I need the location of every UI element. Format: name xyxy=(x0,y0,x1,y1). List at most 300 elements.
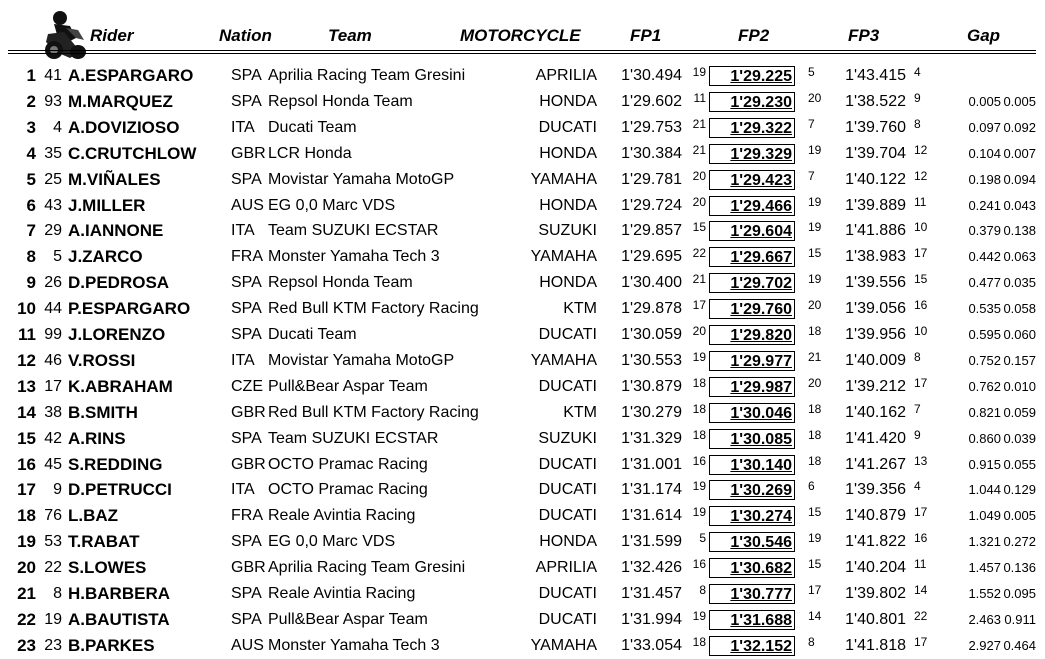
rider-number: 23 xyxy=(44,636,62,654)
position: 5 xyxy=(26,169,36,189)
rider-name: D.PEDROSA xyxy=(68,273,170,293)
fp3-lap: 4 xyxy=(914,479,921,494)
table-row xyxy=(0,167,1045,193)
fp1-lap: 17 xyxy=(692,298,706,313)
table-row xyxy=(0,63,1045,89)
nation: GBR xyxy=(231,403,266,421)
gap-to-first: 1.044 xyxy=(968,482,1001,498)
gap-to-previous: 0.010 xyxy=(1003,378,1036,394)
table-row xyxy=(0,89,1045,115)
fp3-lap: 7 xyxy=(914,401,921,416)
gap-to-first: 0.762 xyxy=(968,378,1001,394)
nation: ITA xyxy=(231,481,255,499)
rider-name: V.ROSSI xyxy=(68,350,136,370)
rider-number: 26 xyxy=(44,274,62,292)
rider-name: S.LOWES xyxy=(68,558,147,578)
fp2-best-time: 1'29.604 xyxy=(709,221,795,241)
fp3-time: 1'39.356 xyxy=(845,481,906,499)
nation: ITA xyxy=(231,118,255,136)
position: 17 xyxy=(17,480,36,500)
team-name: Red Bull KTM Factory Racing xyxy=(268,300,479,318)
fp1-lap: 15 xyxy=(692,220,706,235)
fp2-best-time: 1'32.152 xyxy=(709,636,795,656)
fp3-time: 1'40.879 xyxy=(845,507,906,525)
gap-to-first: 0.535 xyxy=(968,301,1001,317)
gap-to-first: 0.442 xyxy=(968,249,1001,265)
fp2-best-time: 1'30.682 xyxy=(709,558,795,578)
rider-number: 17 xyxy=(44,377,62,395)
gap-to-previous: 0.043 xyxy=(1003,197,1036,213)
header-fp3: FP3 xyxy=(848,26,880,45)
nation: GBR xyxy=(231,455,266,473)
motorcycle: DUCATI xyxy=(538,377,597,395)
gap-to-first: 0.379 xyxy=(968,223,1001,239)
fp3-lap: 22 xyxy=(914,608,928,623)
gap-to-first: 0.198 xyxy=(968,171,1001,187)
fp2-lap: 20 xyxy=(808,375,822,390)
fp2-lap: 5 xyxy=(808,65,815,79)
gap-to-previous: 0.157 xyxy=(1003,352,1036,368)
fp3-time: 1'39.556 xyxy=(845,274,906,292)
position: 11 xyxy=(18,325,36,344)
fp2-best-time: 1'29.987 xyxy=(709,377,795,397)
gap-to-previous: 0.092 xyxy=(1003,119,1036,135)
gap-to-previous: 0.055 xyxy=(1003,456,1036,472)
gap-to-previous: 0.060 xyxy=(1003,327,1036,342)
motorcycle: HONDA xyxy=(539,274,597,292)
team-name: Pull&Bear Aspar Team xyxy=(268,377,428,395)
fp1-lap: 8 xyxy=(699,583,706,597)
table-row xyxy=(0,426,1045,452)
team-name: EG 0,0 Marc VDS xyxy=(268,196,396,214)
fp1-lap: 19 xyxy=(692,608,706,623)
header-fp1: FP1 xyxy=(630,26,662,45)
gap-to-first: 0.241 xyxy=(968,197,1001,213)
fp3-lap: 9 xyxy=(914,427,921,442)
fp1-time: 1'31.994 xyxy=(621,610,682,628)
gap-to-previous: 0.035 xyxy=(1003,275,1036,291)
position: 23 xyxy=(17,635,36,655)
gap-to-previous: 0.129 xyxy=(1003,482,1036,498)
fp3-lap: 14 xyxy=(914,583,928,597)
rider-name: B.SMITH xyxy=(68,402,138,422)
gap-to-first: 1.552 xyxy=(968,586,1001,601)
fp1-time: 1'31.599 xyxy=(621,533,682,551)
gap-to-first: 0.752 xyxy=(968,352,1001,368)
table-row xyxy=(0,555,1045,581)
fp1-time: 1'30.553 xyxy=(621,351,682,369)
fp1-time: 1'29.878 xyxy=(621,300,682,318)
team-name: Red Bull KTM Factory Racing xyxy=(268,403,479,421)
motorcycle: SUZUKI xyxy=(538,429,597,447)
position: 16 xyxy=(17,454,36,474)
motorcycle: HONDA xyxy=(539,196,597,214)
rider-name: J.ZARCO xyxy=(68,247,143,267)
fp1-time: 1'32.426 xyxy=(621,559,682,577)
fp3-lap: 9 xyxy=(914,90,921,105)
rider-name: K.ABRAHAM xyxy=(68,376,173,396)
position: 3 xyxy=(26,117,36,137)
fp2-lap: 18 xyxy=(808,427,822,442)
fp3-time: 1'38.983 xyxy=(845,248,906,266)
fp3-time: 1'39.704 xyxy=(845,144,906,162)
fp2-lap: 15 xyxy=(808,505,822,520)
team-name: Pull&Bear Aspar Team xyxy=(268,610,428,628)
nation: GBR xyxy=(231,144,266,162)
rider-name: A.IANNONE xyxy=(68,221,164,241)
fp3-lap: 10 xyxy=(914,324,928,338)
team-name: Ducati Team xyxy=(268,326,357,343)
motorcycle: HONDA xyxy=(539,92,597,110)
fp3-time: 1'39.956 xyxy=(845,326,906,343)
rider-number: 43 xyxy=(44,196,62,214)
fp2-lap: 18 xyxy=(808,401,822,416)
fp3-lap: 12 xyxy=(914,168,928,183)
fp2-best-time: 1'30.085 xyxy=(709,429,795,449)
gap-to-previous: 0.138 xyxy=(1003,223,1036,239)
table-row xyxy=(0,193,1045,219)
fp3-time: 1'38.522 xyxy=(845,92,906,110)
fp3-time: 1'41.267 xyxy=(845,455,906,473)
fp2-lap: 21 xyxy=(808,349,822,364)
position: 6 xyxy=(26,195,36,215)
fp3-lap: 4 xyxy=(914,65,921,79)
nation: AUS xyxy=(231,196,264,214)
fp3-time: 1'40.801 xyxy=(845,610,906,628)
fp3-time: 1'41.818 xyxy=(845,636,906,654)
gap-to-first: 0.860 xyxy=(968,430,1001,446)
table-row xyxy=(0,529,1045,555)
fp2-lap: 20 xyxy=(808,90,822,105)
rider-number: 29 xyxy=(44,222,62,240)
nation: SPA xyxy=(231,326,262,343)
fp2-best-time: 1'30.546 xyxy=(709,532,795,552)
gap-to-first: 1.457 xyxy=(968,560,1001,576)
rider-number: 93 xyxy=(44,92,62,110)
fp1-lap: 20 xyxy=(692,324,706,338)
fp3-lap: 11 xyxy=(914,194,927,209)
fp2-best-time: 1'30.140 xyxy=(709,455,795,475)
fp1-lap: 20 xyxy=(692,168,706,183)
fp3-time: 1'40.122 xyxy=(845,170,906,188)
fp3-lap: 16 xyxy=(914,531,928,546)
team-name: Monster Yamaha Tech 3 xyxy=(268,248,440,266)
fp3-lap: 8 xyxy=(914,349,921,364)
fp2-best-time: 1'29.466 xyxy=(709,196,795,216)
table-row xyxy=(0,218,1045,244)
rider-name: B.PARKES xyxy=(68,635,155,655)
gap-to-first: 0.097 xyxy=(968,119,1001,135)
nation: SPA xyxy=(231,274,262,292)
motorcycle: DUCATI xyxy=(538,118,597,136)
fp3-time: 1'39.212 xyxy=(845,377,906,395)
fp1-time: 1'29.602 xyxy=(621,92,682,110)
nation: FRA xyxy=(231,507,263,525)
fp2-lap: 6 xyxy=(808,479,815,494)
fp1-time: 1'31.457 xyxy=(621,585,682,602)
fp1-lap: 16 xyxy=(692,557,706,572)
gap-to-previous: 0.464 xyxy=(1003,637,1036,653)
table-row xyxy=(0,452,1045,478)
rider-number: 99 xyxy=(44,326,62,343)
fp2-best-time: 1'29.702 xyxy=(709,273,795,293)
rider-name: A.RINS xyxy=(68,428,126,448)
header-nation: Nation xyxy=(219,26,272,45)
gap-to-previous: 0.095 xyxy=(1003,586,1036,601)
fp1-lap: 19 xyxy=(692,505,706,520)
motorcycle: HONDA xyxy=(539,144,597,162)
motorcycle: DUCATI xyxy=(538,585,597,602)
fp1-time: 1'31.174 xyxy=(621,481,682,499)
rider-number: 4 xyxy=(53,118,62,136)
team-name: Team SUZUKI ECSTAR xyxy=(268,222,439,240)
fp3-lap: 17 xyxy=(914,505,928,520)
team-name: OCTO Pramac Racing xyxy=(268,481,428,499)
rider-name: J.MILLER xyxy=(68,195,146,215)
fp2-best-time: 1'29.820 xyxy=(709,325,795,345)
fp1-lap: 16 xyxy=(692,453,706,468)
fp1-time: 1'31.329 xyxy=(621,429,682,447)
fp3-lap: 17 xyxy=(914,375,928,390)
rider-name: A.BAUTISTA xyxy=(68,609,170,629)
fp3-time: 1'39.760 xyxy=(845,118,906,136)
team-name: OCTO Pramac Racing xyxy=(268,455,428,473)
fp1-lap: 21 xyxy=(692,142,706,157)
fp1-lap: 21 xyxy=(692,272,706,287)
team-name: Reale Avintia Racing xyxy=(268,507,416,525)
rider-number: 76 xyxy=(44,507,62,525)
fp1-time: 1'31.001 xyxy=(621,455,682,473)
fp1-lap: 18 xyxy=(692,375,706,390)
gap-to-first: 0.104 xyxy=(968,145,1001,161)
fp2-best-time: 1'29.329 xyxy=(709,144,795,164)
fp3-lap: 17 xyxy=(914,634,928,649)
fp2-best-time: 1'29.322 xyxy=(709,118,795,138)
team-name: Aprilia Racing Team Gresini xyxy=(268,67,466,84)
fp3-time: 1'39.802 xyxy=(845,585,906,602)
position: 12 xyxy=(17,350,36,370)
header-motorcycle: MOTORCYCLE xyxy=(460,26,581,45)
position: 22 xyxy=(17,609,36,629)
fp3-lap: 15 xyxy=(914,272,928,287)
header-fp2: FP2 xyxy=(738,26,770,45)
fp1-time: 1'30.384 xyxy=(621,144,682,162)
gap-to-previous: 0.007 xyxy=(1003,145,1036,161)
gap-to-first: 2.927 xyxy=(968,637,1001,653)
position: 1 xyxy=(26,66,36,85)
fp3-lap: 12 xyxy=(914,142,928,157)
team-name: Movistar Yamaha MotoGP xyxy=(268,170,455,188)
motorcycle: APRILIA xyxy=(535,559,597,577)
fp1-time: 1'30.879 xyxy=(621,377,682,395)
motorcycle: YAMAHA xyxy=(530,248,597,266)
motorcycle: DUCATI xyxy=(538,481,597,499)
fp1-lap: 18 xyxy=(692,401,706,416)
fp2-lap: 19 xyxy=(808,531,822,546)
motorcycle: YAMAHA xyxy=(530,351,597,369)
motorcycle: KTM xyxy=(563,403,597,421)
gap-to-previous: 0.058 xyxy=(1003,301,1036,317)
position: 19 xyxy=(17,532,36,552)
rider-number: 25 xyxy=(44,170,62,188)
fp3-time: 1'43.415 xyxy=(845,67,906,84)
gap-to-first: 0.005 xyxy=(968,93,1001,109)
fp2-lap: 20 xyxy=(808,298,822,313)
nation: SPA xyxy=(231,92,262,110)
fp2-best-time: 1'30.046 xyxy=(709,403,795,423)
fp3-time: 1'39.056 xyxy=(845,300,906,318)
team-name: Movistar Yamaha MotoGP xyxy=(268,351,455,369)
table-row xyxy=(0,374,1045,400)
team-name: Ducati Team xyxy=(268,118,357,136)
position: 9 xyxy=(26,273,36,293)
rider-name: M.VIÑALES xyxy=(68,169,161,189)
team-name: LCR Honda xyxy=(268,144,352,162)
position: 20 xyxy=(17,558,36,578)
position: 14 xyxy=(17,402,36,422)
rider-name: S.REDDING xyxy=(68,454,163,474)
fp1-time: 1'30.059 xyxy=(621,326,682,343)
nation: SPA xyxy=(231,300,262,318)
nation: SPA xyxy=(231,67,262,84)
fp2-lap: 15 xyxy=(808,557,822,572)
fp1-lap: 19 xyxy=(692,479,706,494)
fp3-time: 1'40.204 xyxy=(845,559,906,577)
position: 21 xyxy=(17,584,36,603)
nation: GBR xyxy=(231,559,266,577)
fp3-lap: 8 xyxy=(914,116,921,131)
nation: SPA xyxy=(231,429,262,447)
fp2-lap: 18 xyxy=(808,453,822,468)
rider-number: 46 xyxy=(44,351,62,369)
rider-number: 19 xyxy=(44,610,62,628)
table-row xyxy=(0,607,1045,633)
motorcycle: YAMAHA xyxy=(530,170,597,188)
motorcycle: APRILIA xyxy=(535,67,597,84)
fp3-time: 1'41.886 xyxy=(845,222,906,240)
fp1-lap: 22 xyxy=(692,246,706,261)
nation: SPA xyxy=(231,585,262,602)
rider-name: T.RABAT xyxy=(68,532,140,552)
team-name: Reale Avintia Racing xyxy=(268,585,416,602)
fp2-best-time: 1'30.777 xyxy=(709,584,795,604)
gap-to-first: 1.321 xyxy=(968,534,1001,550)
fp2-lap: 7 xyxy=(808,116,815,131)
fp2-lap: 14 xyxy=(808,608,822,623)
position: 13 xyxy=(17,376,36,396)
gap-to-first: 2.463 xyxy=(968,611,1001,627)
fp3-lap: 16 xyxy=(914,298,928,313)
fp1-time: 1'31.614 xyxy=(621,507,682,525)
fp2-best-time: 1'30.274 xyxy=(709,506,795,526)
gap-to-previous: 0.272 xyxy=(1003,534,1036,550)
nation: ITA xyxy=(231,222,255,240)
team-name: Aprilia Racing Team Gresini xyxy=(268,559,466,577)
header-gap: Gap xyxy=(967,26,1001,45)
gap-to-first: 0.595 xyxy=(968,327,1001,342)
fp2-best-time: 1'29.667 xyxy=(709,247,795,267)
rider-number: 8 xyxy=(53,585,62,602)
fp3-time: 1'40.162 xyxy=(845,403,906,421)
fp1-lap: 20 xyxy=(692,194,706,209)
rider-name: D.PETRUCCI xyxy=(68,480,172,500)
motorcycle: DUCATI xyxy=(538,455,597,473)
fp2-best-time: 1'29.225 xyxy=(709,66,795,86)
position: 15 xyxy=(17,428,36,448)
gap-to-previous: 0.094 xyxy=(1003,171,1036,187)
team-name: Team SUZUKI ECSTAR xyxy=(268,429,439,447)
fp2-lap: 19 xyxy=(808,194,822,209)
fp3-time: 1'41.822 xyxy=(845,533,906,551)
fp3-time: 1'39.889 xyxy=(845,196,906,214)
position: 18 xyxy=(17,506,36,526)
motorcycle: DUCATI xyxy=(538,326,597,343)
gap-to-previous: 0.136 xyxy=(1003,560,1036,576)
fp1-time: 1'29.781 xyxy=(621,170,682,188)
motorcycle: DUCATI xyxy=(538,610,597,628)
nation: AUS xyxy=(231,636,264,654)
fp3-time: 1'40.009 xyxy=(845,351,906,369)
fp3-lap: 13 xyxy=(914,453,928,468)
rider-name: A.ESPARGARO xyxy=(68,66,194,85)
rider-number: 35 xyxy=(44,144,62,162)
gap-to-previous: 0.005 xyxy=(1003,508,1036,524)
header-team: Team xyxy=(328,26,372,45)
fp2-lap: 19 xyxy=(808,272,822,287)
position: 4 xyxy=(26,143,36,163)
motorcycle: HONDA xyxy=(539,533,597,551)
table-row xyxy=(0,270,1045,296)
nation: SPA xyxy=(231,533,262,551)
motorcycle: SUZUKI xyxy=(538,222,597,240)
fp1-lap: 19 xyxy=(692,65,706,79)
rider-name: J.LORENZO xyxy=(68,325,166,344)
fp1-time: 1'29.857 xyxy=(621,222,682,240)
gap-to-previous: 0.005 xyxy=(1003,93,1036,109)
fp1-lap: 11 xyxy=(693,90,706,105)
nation: CZE xyxy=(231,377,263,395)
gap-to-previous: 0.059 xyxy=(1003,404,1036,420)
motorcycle: DUCATI xyxy=(538,507,597,525)
fp1-lap: 19 xyxy=(692,349,706,364)
fp1-time: 1'33.054 xyxy=(621,636,682,654)
table-row xyxy=(0,296,1045,322)
rider-name: A.DOVIZIOSO xyxy=(68,117,180,137)
nation: SPA xyxy=(231,610,262,628)
header-rider: Rider xyxy=(90,26,134,45)
rider-number: 53 xyxy=(44,533,62,551)
fp1-time: 1'30.400 xyxy=(621,274,682,292)
rider-number: 41 xyxy=(44,67,62,84)
fp1-time: 1'29.753 xyxy=(621,118,682,136)
fp2-lap: 18 xyxy=(808,324,822,338)
team-name: Repsol Honda Team xyxy=(268,92,413,110)
table-row xyxy=(0,348,1045,374)
fp1-time: 1'29.695 xyxy=(621,248,682,266)
fp2-lap: 19 xyxy=(808,220,822,235)
rider-number: 9 xyxy=(53,481,62,499)
fp2-best-time: 1'29.977 xyxy=(709,351,795,371)
gap-to-first: 0.477 xyxy=(968,275,1001,291)
team-name: Repsol Honda Team xyxy=(268,274,413,292)
fp2-best-time: 1'29.230 xyxy=(709,92,795,112)
table-row xyxy=(0,400,1045,426)
rider-name: C.CRUTCHLOW xyxy=(68,143,197,163)
rider-name: L.BAZ xyxy=(68,506,119,526)
nation: SPA xyxy=(231,170,262,188)
nation: FRA xyxy=(231,248,263,266)
fp2-lap: 8 xyxy=(808,634,815,649)
